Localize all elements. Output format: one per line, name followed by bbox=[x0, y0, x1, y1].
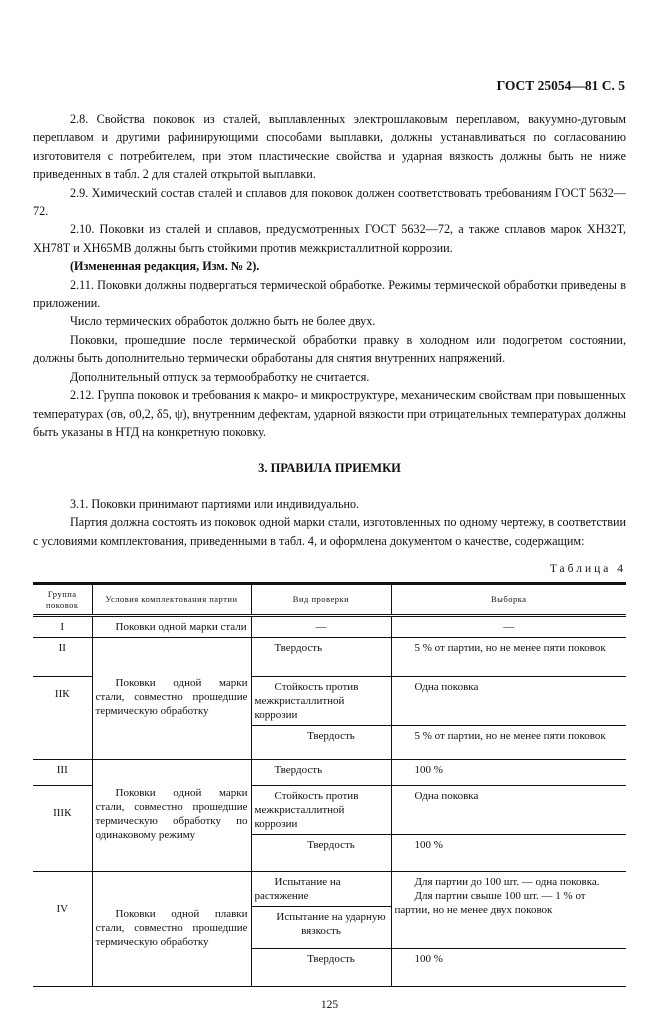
check-cell: — bbox=[251, 616, 391, 638]
paragraph: Партия должна состоять из поковок одной марки стали, изготовленных по одному чертежу, в соответствии с условиями комплектования, приведенными в табл. 4, и оформлена документом о качестве, содержащим: bbox=[33, 515, 626, 548]
sample-text: Для партии до 100 шт. — одна поковка. bbox=[414, 876, 600, 889]
header-cell: Группа поковок bbox=[33, 584, 92, 616]
section-title: 3. ПРАВИЛА ПРИЕМКИ bbox=[258, 461, 401, 476]
sample-cell: 5 % от партии, но не менее пяти поковок bbox=[391, 638, 626, 677]
check-cell: Испытание на ударную вязкость bbox=[251, 907, 391, 949]
header-cell: Условия комплектования партии bbox=[92, 584, 251, 616]
check-cell: Стойкость против межкристаллитной коррозии bbox=[251, 786, 391, 835]
table-row bbox=[33, 616, 626, 638]
table-4 bbox=[33, 582, 626, 987]
sample-cell: Одна поковка bbox=[391, 786, 626, 835]
amendment-note: (Измененная редакция, Изм. № 2). bbox=[70, 259, 260, 274]
group-cell: IIIК bbox=[33, 786, 92, 872]
table-caption: Таблица 4 bbox=[549, 562, 626, 575]
check-cell: Твердость bbox=[251, 949, 391, 987]
sample-cell bbox=[391, 872, 626, 949]
paragraph: Число термических обработок должно быть не более двух. bbox=[70, 314, 376, 329]
condition-cell: Поковки одной марки стали, совместно прошедшие термическую обработку по одинаковому режиму bbox=[92, 760, 251, 872]
header-cell: Выборка bbox=[391, 584, 626, 616]
table-row bbox=[33, 760, 626, 786]
group-cell: I bbox=[33, 616, 92, 638]
sample-cell: 5 % от партии, но не менее пяти поковок bbox=[391, 726, 626, 760]
paragraph: 2.10. Поковки из сталей и сплавов, предусмотренных ГОСТ 5632—72, а также сплавов марок ХН32Т, ХН78Т и ХН65МВ должны быть стойкими против межкристаллитной коррозии. bbox=[33, 222, 626, 255]
paragraph: 2.8. Свойства поковок из сталей, выплавленных электрошлаковым переплавом, вакуумно-дуговым переплавом и другими рафинирующими способами выплавки, должны устанавливаться по согласованию изготовителя с потребителем, при этом пластические свойства и ударная вязкость должны быть не ниже приведенных в табл. 2 для сталей открытой выплавки. bbox=[33, 112, 626, 182]
check-cell: Твердость bbox=[251, 726, 391, 760]
paragraph: 2.12. Группа поковок и требования к макро- и микроструктуре, механическим свойствам при повышенных температурах (σв, σ0,2, δ5, ψ), внутренним дефектам, ударной вязкости при отрицательных температурах должны быть указаны в НТД на конкретную поковку. bbox=[33, 388, 626, 439]
sample-cell: — bbox=[391, 616, 626, 638]
paragraph: 3.1. Поковки принимают партиями или индивидуально. bbox=[70, 496, 360, 511]
condition-cell: Поковки одной плавки стали, совместно прошедшие термическую обработку bbox=[92, 872, 251, 987]
table-row bbox=[33, 872, 626, 907]
sample-cell: 100 % bbox=[391, 760, 626, 786]
table-header-row bbox=[33, 584, 626, 616]
check-cell: Твердость bbox=[251, 760, 391, 786]
check-cell: Твердость bbox=[251, 835, 391, 872]
group-cell: IIК bbox=[33, 677, 92, 760]
paragraph: Поковки, прошедшие после термической обработки правку в холодном или подогретом состоянии, должны быть дополнительно термически обработаны для снятия внутренних напряжений. bbox=[33, 332, 626, 366]
header-cell: Вид проверки bbox=[251, 584, 391, 616]
check-cell: Испытание на растяжение bbox=[251, 872, 391, 907]
paragraph: Дополнительный отпуск за термообработку не считается. bbox=[70, 369, 370, 384]
paragraph: 2.11. Поковки должны подвергаться термической обработке. Режимы термической обработки приведены в приложении. bbox=[33, 277, 626, 311]
page-number: 125 bbox=[320, 999, 339, 1012]
group-cell: IV bbox=[33, 872, 92, 987]
sample-cell: 100 % bbox=[391, 835, 626, 872]
check-cell: Твердость bbox=[251, 638, 391, 677]
document-body bbox=[33, 110, 626, 1013]
group-cell: II bbox=[33, 638, 92, 677]
sample-cell: 100 % bbox=[391, 949, 626, 987]
check-cell: Стойкость против межкристаллитной коррозии bbox=[251, 677, 391, 726]
condition-cell: Поковки одной марки стали, совместно прошедшие термическую обработку bbox=[92, 638, 251, 760]
sample-cell: Одна поковка bbox=[391, 677, 626, 726]
group-cell: III bbox=[33, 760, 92, 786]
page-header: ГОСТ 25054—81 С. 5 bbox=[496, 78, 625, 93]
paragraph: 2.9. Химический состав сталей и сплавов для поковок должен соответствовать требованиям ГОСТ 5632—72. bbox=[33, 185, 626, 219]
sample-text: Для партии свыше 100 шт. — 1 % от партии, но не менее двух поковок bbox=[394, 890, 586, 917]
table-row bbox=[33, 638, 626, 677]
condition-cell: Поковки одной марки стали bbox=[92, 616, 251, 638]
